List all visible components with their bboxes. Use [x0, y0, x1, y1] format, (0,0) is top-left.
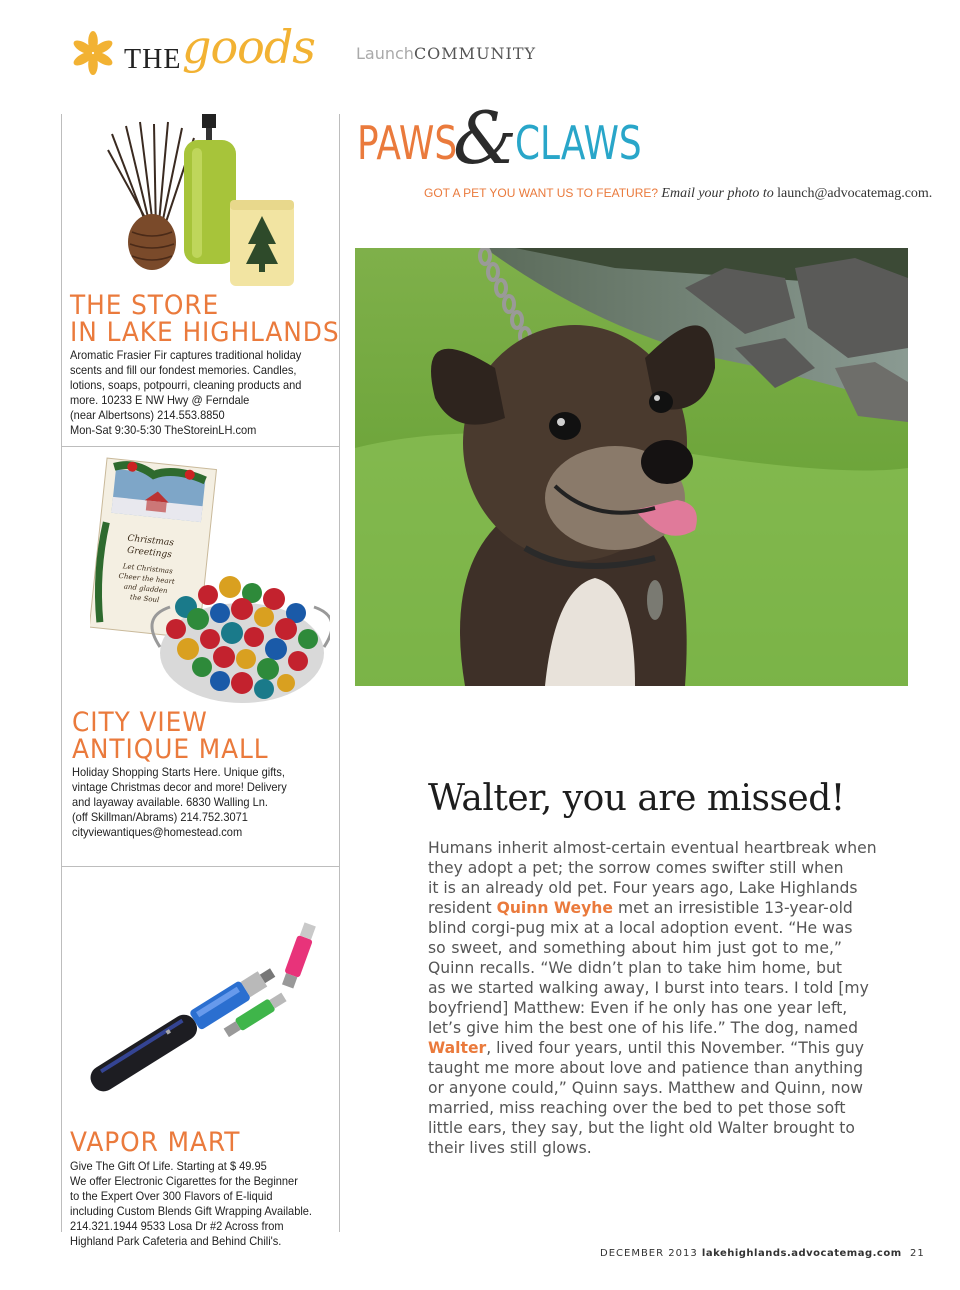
article-line — [428, 978, 869, 998]
ad-body-line: vintage Christmas decor and more! Delivery — [72, 780, 287, 794]
sidebar-ads — [61, 114, 340, 1248]
article-text: taught me more about love and patience than anything — [428, 1059, 864, 1077]
article-line — [428, 958, 842, 978]
paws-word: PAWS — [357, 116, 458, 170]
article-line — [428, 858, 842, 878]
article-line — [428, 1058, 864, 1078]
article-line — [428, 1098, 846, 1118]
article-line — [428, 838, 877, 858]
page-footer — [600, 1248, 925, 1259]
article-line — [428, 998, 848, 1018]
e-cigarette-image — [72, 897, 332, 1107]
article-line — [428, 1018, 859, 1038]
article-line — [428, 1078, 863, 1098]
article-text: or anyone could,” Quinn says. Matthew and Quinn, now — [428, 1079, 863, 1097]
article-text: let’s give him the best one of his life.” The dog, named — [428, 1019, 859, 1037]
article-text: they adopt a pet; the sorrow comes swifter still when — [428, 859, 844, 877]
ampersand: & — [453, 96, 518, 180]
ad-body-line: more. 10233 E NW Hwy @ Ferndale — [70, 393, 250, 407]
article-text: as we started walking away, I burst into tears. I told [my — [428, 979, 869, 997]
article-headline: Walter, you are missed! — [428, 778, 845, 819]
candle-diffuser-image — [102, 114, 302, 290]
ad-body-line: Mon-Sat 9:30-5:30 TheStoreinLH.com — [70, 423, 257, 437]
article-text: Quinn recalls. “We didn’t plan to take him home, but — [428, 959, 842, 977]
card-text: Christmas — [126, 533, 175, 549]
section-launch: Launch — [356, 44, 414, 63]
ad-body-line: lotions, soaps, potpourri, cleaning products and — [70, 378, 302, 392]
ad-body — [70, 1159, 337, 1249]
article-line — [428, 898, 853, 918]
dog-photo — [355, 248, 908, 686]
ad-body-line: (near Albertsons) 214.553.8850 — [70, 408, 225, 422]
section-label — [356, 44, 536, 63]
ad-body-line: including Custom Blends Gift Wrapping Available. — [70, 1204, 313, 1218]
article-line — [428, 878, 858, 898]
card-text: Cheer the heart — [118, 571, 176, 586]
article-line — [428, 918, 853, 938]
ad-title — [72, 709, 269, 763]
christmas-ornaments-image — [90, 457, 330, 717]
email-prefix: Email your photo to — [661, 186, 774, 201]
article-text: , lived four years, until this November. “This guy — [486, 1039, 865, 1057]
ad-title — [70, 292, 340, 346]
article-line — [428, 938, 842, 958]
section-community: COMMUNITY — [413, 44, 537, 63]
ad-body-line: 214.321.1944 9533 Losa Dr #2 Across from — [70, 1219, 284, 1233]
ad-body-line: We offer Electronic Cigarettes for the Beginner — [70, 1174, 298, 1188]
ad-body-line: cityviewantiques@homestead.com — [72, 825, 243, 839]
feature-cta: GOT A PET YOU WANT US TO FEATURE? — [424, 186, 659, 200]
ad-body-line: Holiday Shopping Starts Here. Unique gifts, — [72, 765, 285, 779]
article-text: met an irresistible 13-year-old — [612, 899, 853, 917]
article-text: boyfriend] Matthew: Even if he only has one year left, — [428, 999, 848, 1017]
card-text: and gladden — [123, 582, 168, 596]
ad-body — [72, 765, 339, 840]
ad-title — [70, 1129, 240, 1156]
feature-callout — [424, 186, 932, 202]
ad-body-line: Give The Gift Of Life. Starting at $ 49.95 — [70, 1159, 267, 1173]
ad-title-line: THE STORE — [70, 290, 220, 321]
card-text: Greetings — [126, 545, 173, 561]
footer-date: DECEMBER 2013 — [600, 1248, 698, 1259]
ad-body — [70, 348, 337, 438]
article-text: married, miss reaching over the bed to pet those soft — [428, 1099, 846, 1117]
article-line — [428, 1038, 865, 1058]
card-text: Let Christmas — [122, 562, 174, 576]
ad-body-line: to the Expert Over 300 Flavors of E-liquid — [70, 1189, 273, 1203]
ad-body-line: Aromatic Frasier Fir captures traditional holiday — [70, 348, 302, 362]
ad-body-line: Highland Park Cafeteria and Behind Chili's. — [70, 1234, 282, 1248]
highlighted-name: Walter — [428, 1039, 487, 1057]
asterisk-logo-icon — [70, 30, 116, 76]
article-body — [428, 838, 877, 1158]
ad-title-line: IN LAKE HIGHLANDS — [70, 317, 340, 348]
card-text: the Soul — [129, 593, 160, 605]
ad-title-line: CITY VIEW — [72, 707, 208, 738]
footer-site[interactable]: lakehighlands.advocatemag.com — [701, 1248, 902, 1259]
article-text: resident — [428, 899, 497, 917]
email-link[interactable]: launch@advocatemag.com. — [777, 186, 933, 201]
ad-vapor-mart — [62, 867, 339, 1248]
ad-title-line: VAPOR MART — [70, 1127, 241, 1158]
ad-city-view — [62, 447, 339, 866]
claws-word: CLAWS — [515, 116, 642, 170]
article-text: Humans inherit almost-certain eventual heartbreak when — [428, 839, 877, 857]
brand-goods: goods — [182, 20, 315, 74]
article-text: their lives still glows. — [428, 1139, 592, 1157]
article-text: little ears, they say, but the light old Walter brought to — [428, 1119, 855, 1137]
article-text: so sweet, and something about him just got to me,” — [428, 939, 842, 957]
brand-the: THE — [124, 44, 182, 75]
highlighted-name: Quinn Weyhe — [496, 899, 613, 917]
ad-body-line: scents and fill our fondest memories. Candles, — [70, 363, 297, 377]
ad-body-line: and layaway available. 6830 Walling Ln. — [72, 795, 268, 809]
article-text: blind corgi-pug mix at a local adoption event. “He was — [428, 919, 853, 937]
page-number: 21 — [910, 1248, 925, 1259]
article-line — [428, 1138, 842, 1158]
article-line — [428, 1118, 855, 1138]
ad-body-line: (off Skillman/Abrams) 214.752.3071 — [72, 810, 248, 824]
article-text: it is an already old pet. Four years ago, Lake Highlands — [428, 879, 858, 897]
ad-title-line: ANTIQUE MALL — [72, 734, 269, 765]
ad-the-store — [62, 114, 339, 446]
